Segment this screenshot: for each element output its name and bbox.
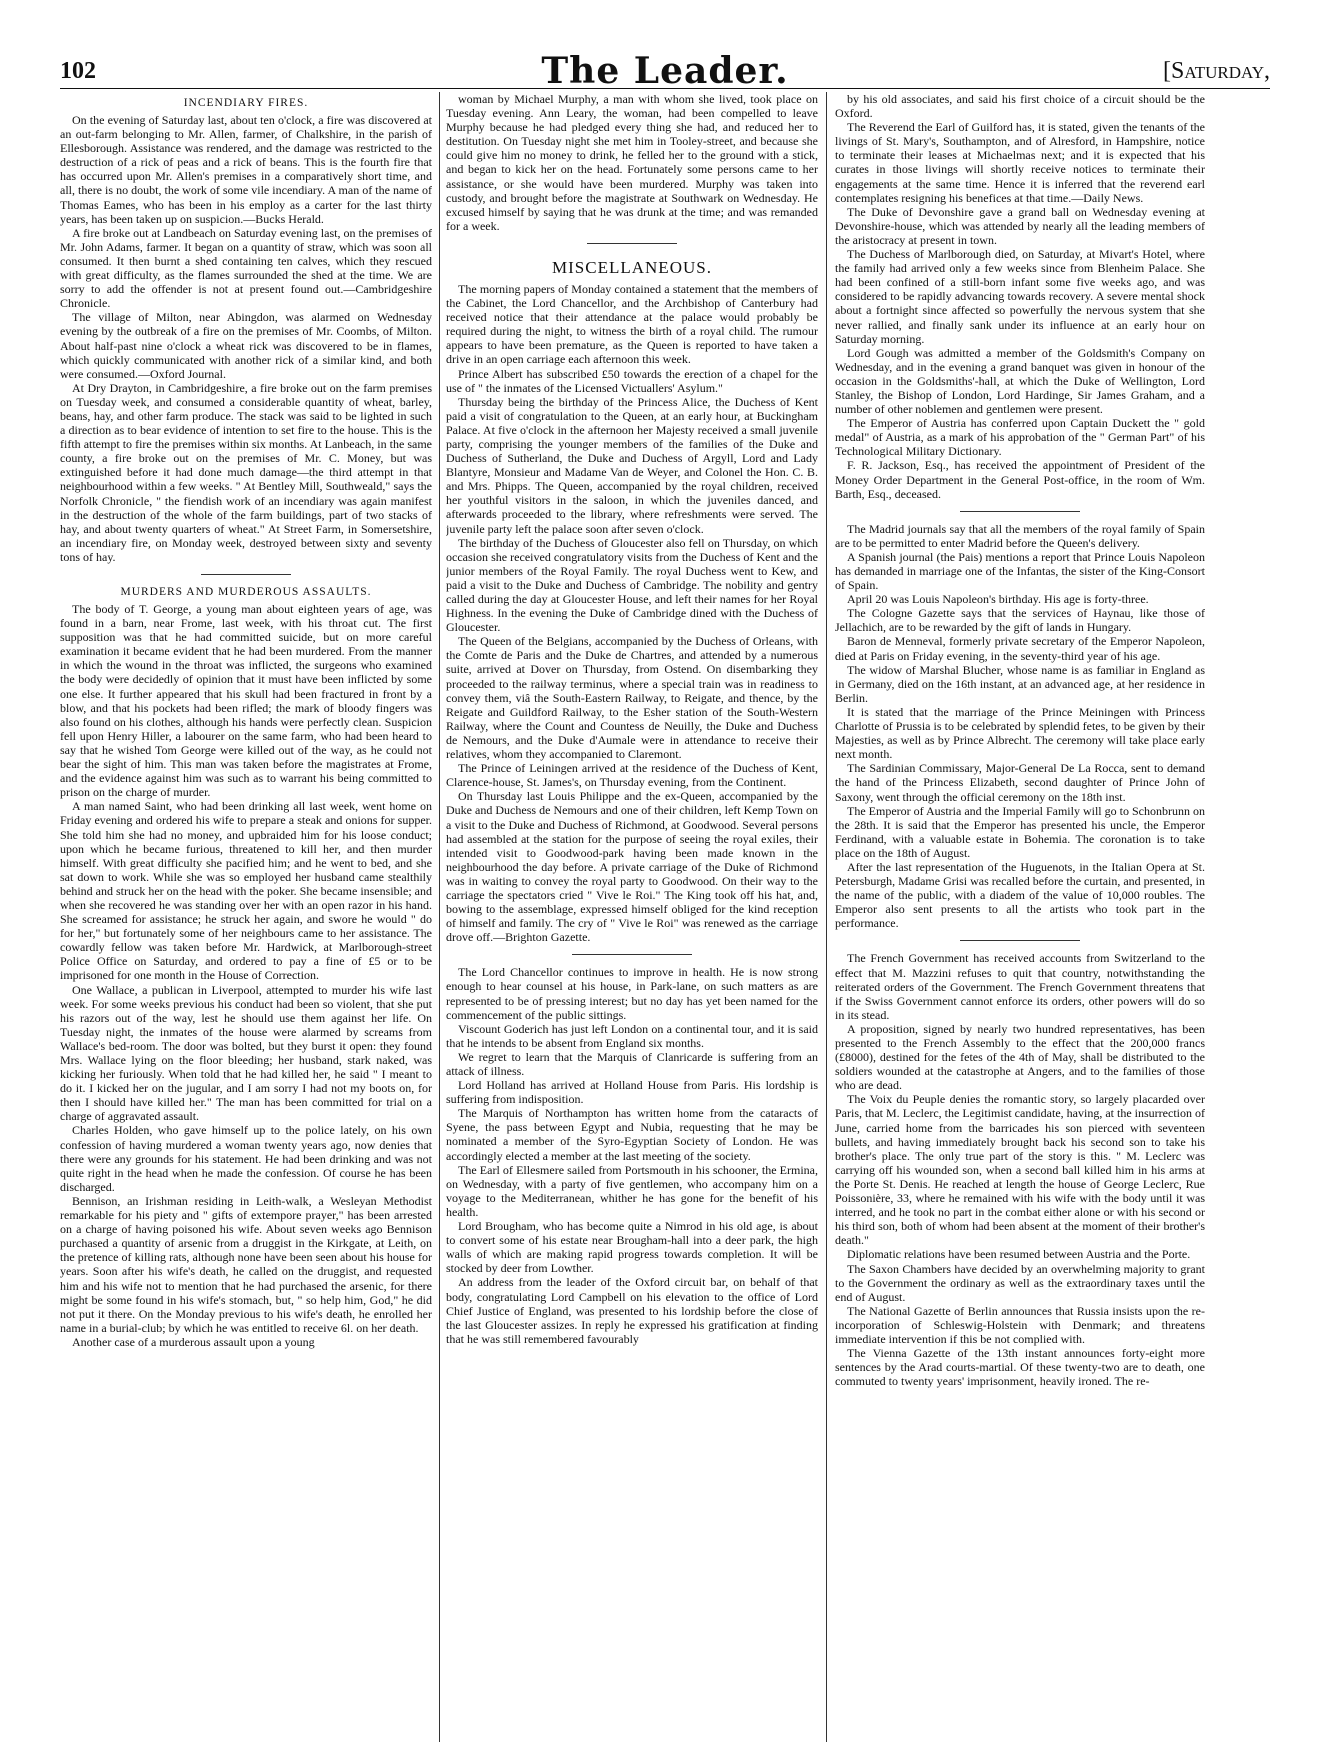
header-day: [Saturday,	[1162, 58, 1270, 84]
article-paragraph: woman by Michael Murphy, a man with whom she lived, took place on Tuesday evening. Ann Leary, the woman, had been compelled to leave Murphy because he had pledged every thing she had, and reduced her to destitution. On Tuesday night she met him in Tooley-street, and because she could give him no money to drink, he felled her to the ground with a stick, and began to kick her on the head. Fortunately some persons came to her assistance, or she would have been murdered. Murphy was taken into custody, and brought before the magistrate at Southwark on Wednesday. He excused himself by saying that he was drunk at the time; and was remanded for a week.	[446, 92, 818, 233]
article-paragraph: The National Gazette of Berlin announces that Russia insists upon the re-incorporation of Schleswig-Holstein with Denmark; and threatens immediate intervention if this be not complied with.	[835, 1303, 1205, 1346]
article-paragraph: The widow of Marshal Blucher, whose name is as familiar in England as in Germany, died on the 16th instant, at an advanced age, at her residence in Berlin.	[835, 662, 1205, 705]
column-divider	[439, 92, 440, 1742]
article-paragraph: The Cologne Gazette says that the services of Haynau, like those of Jellachich, are to be rewarded by the gift of lands in Hungary.	[835, 606, 1205, 635]
article-paragraph: F. R. Jackson, Esq., has received the appointment of President of the Money Order Department in the General Post-office, in the room of Wm. Barth, Esq., deceased.	[835, 458, 1205, 501]
article-paragraph: A proposition, signed by nearly two hundred representatives, has been presented to the French Assembly to the effect that the 200,000 francs (£8000), destined for the fetes of the 4th of May, shall be distributed to the soldiers wounded at the catastrophe at Angers, and to the families of those who are dead.	[835, 1021, 1205, 1093]
article-paragraph: The Queen of the Belgians, accompanied by the Duchess of Orleans, with the Comte de Paris and the Duke de Chartres, and attended by a numerous suite, arrived at Dover on Thursday, from Ostend. On disembarking they proceeded to the railway terminus, where a special train was in readiness to convey them, viâ the South-Eastern Railway, to Reigate, and thence, by the Reigate and Guildford Railway, to the Esher station of the South-Western Railway, where the Count and Countess de Neuilly, the Duke and Duchess de Nemours, and the Duke d'Aumale were in attendance to receive their relatives, whom they accompanied to Claremont.	[446, 634, 818, 762]
article-paragraph: The Emperor of Austria and the Imperial Family will go to Schonbrunn on the 28th. It is said that the Emperor has presented his uncle, the Emperor Ferdinand, with a valuable estate in Bohemia. The coronation is to take place on the 18th of August.	[835, 803, 1205, 860]
column-divider	[826, 92, 827, 1742]
article-paragraph: Lord Gough was admitted a member of the Goldsmith's Company on Wednesday, and in the evening a grand banquet was given in honour of the occasion in the Goldsmiths'-hall, at which the Duke of Wellington, Lord Stanley, the Bishop of London, Lord Hardinge, Sir James Graham, and a number of other noblemen and gentlemen were present.	[835, 345, 1205, 417]
article-paragraph: The Madrid journals say that all the members of the royal family of Spain are to be permitted to enter Madrid before the Queen's delivery.	[835, 521, 1205, 550]
column-2	[446, 92, 818, 1742]
section-continued	[446, 92, 818, 233]
article-paragraph: Charles Holden, who gave himself up to the police lately, on his own confession of having murdered a woman twenty years ago, now denies that there were any grounds for his statement. He had been drinking and was not quite right in the head when he made the confession. Of course he has been discharged.	[60, 1123, 432, 1194]
article-paragraph: Baron de Menneval, formerly private secretary of the Emperor Napoleon, died at Paris on Friday evening, in the seventy-third year of his age.	[835, 634, 1205, 663]
section-divider	[572, 954, 692, 955]
article-paragraph: The Duchess of Marlborough died, on Saturday, at Mivart's Hotel, where the family had arrived only a few weeks since from Blenheim Palace. She had been confined of a still-born infant some five weeks ago, and was considered to be rapidly advancing towards recovery. A severe mental shock about a fortnight since affected so powerfully the nervous system that she never rallied, and finally sank under its influence at an early hour on Saturday morning.	[835, 247, 1205, 346]
article-paragraph: The village of Milton, near Abingdon, was alarmed on Wednesday evening by the outbreak of a fire on the premises of Mr. Coombs, of Milton. About half-past nine o'clock a wheat rick was discovered to be in flames, which quickly communicated with another rick of a similar kind, and both were consumed.—Oxford Journal.	[60, 310, 432, 381]
article-paragraph: The French Government has received accounts from Switzerland to the effect that M. Mazzini refuses to quit that country, notwithstanding the reiterated orders of the Government. The French Government threatens that if the Swiss Government cannot enforce its orders, other powers will do so in its stead.	[835, 951, 1205, 1022]
article-paragraph: The morning papers of Monday contained a statement that the members of the Cabinet, the Lord Chancellor, and the Archbishop of Canterbury had received notice that their attendance at the palace would probably be required during the night, to witness the birth of a royal child. The rumour appears to have been premature, as the Queen is reported to have taken a drive in an open carriage each afternoon this week.	[446, 281, 818, 367]
article-paragraph: The Prince of Leiningen arrived at the residence of the Duchess of Kent, Clarence-house, St. James's, on Thursday evening, from the Continent.	[446, 761, 818, 790]
article-paragraph: A Spanish journal (the Pais) mentions a report that Prince Louis Napoleon has demanded in marriage one of the Infantas, the sister of the King-Consort of Spain.	[835, 549, 1205, 593]
article-paragraph: April 20 was Louis Napoleon's birthday. His age is forty-three.	[847, 592, 1149, 607]
article-paragraph: The Voix du Peuple denies the romantic story, so largely placarded over Paris, that M. Leclerc, the Legitimist candidate, having, at the insurrection of June, carried home from the barricades his son pierced with seventeen bullets, and having immediately brought back his second son to take his brother's place. The only true part of the story is this. " M. Leclerc was carrying off his wounded son, when a second ball killed him in his arms at the Porte St. Denis. He reached at length the house of George Leclerc, Rue Poissonière, 33, where he remained with his wife with the body until it was interred, and he took no part in the combat either alone or with his second or his third son, both of whom had been absent at the moment of their brother's death."	[835, 1092, 1205, 1248]
article-paragraph: One Wallace, a publican in Liverpool, attempted to murder his wife last week. For some weeks previous his conduct had been so violent, that she put his razors out of the way, lest he should use them against her life. On Tuesday night, the inmates of the house were alarmed by screams from Wallace's bed-room. The door was bolted, but they burst it open: they found Mrs. Wallace lying on the floor bleeding; her husband, stark naked, was kicking her furiously. When told that he had killed her, he said " I meant to do it. I kicked her on the jugular, and I am sorry I had not my boots on, for then I should have killed her." The man has been committed for trial on a charge of aggravated assault.	[60, 982, 432, 1124]
article-paragraph: The body of T. George, a young man about eighteen years of age, was found in a barn, near Frome, last week, with his throat cut. The first supposition was that he had committed suicide, but on more careful examination it became evident that he had been murdered. From the manner in which the wound in the throat was inflicted, the surgeons who examined the body were decidedly of opinion that it must have been inflicted by some one else. It further appeared that his skull had been fractured in front by a blow, and that his pockets had been rifled; the mark of bloody fingers was also found on his clothes, although his hands were perfectly clean. Suspicion fell upon Henry Hiller, a labourer on the same farm, who had been heard to say that he wished Tom George were killed out of the way, as he could not bear the sight of him. This man was taken before the magistrates at Frome, and the evidence against him was such as to warrant his being committed to prison on the charge of murder.	[60, 602, 432, 800]
article-paragraph: An address from the leader of the Oxford circuit bar, on behalf of that body, congratulating Lord Campbell on his elevation to the office of Lord Chief Justice of England, was presented to his lordship before the close of the last Gloucester assizes. In reply he expressed his gratification at finding that he was still remembered favourably	[446, 1275, 818, 1346]
article-paragraph: The Sardinian Commissary, Major-General De La Rocca, sent to demand the hand of the Princess Elizabeth, second daughter of Prince John of Saxony, went through the official ceremony on the 18th inst.	[835, 761, 1205, 804]
section-miscellaneous	[446, 282, 818, 944]
article-paragraph: Viscount Goderich has just left London on a continental tour, and it is said that he intends to be absent from England six months.	[446, 1021, 818, 1050]
section-divider	[201, 574, 291, 575]
article-paragraph: Lord Holland has arrived at Holland House from Paris. His lordship is suffering from indisposition.	[446, 1078, 818, 1107]
article-paragraph: We regret to learn that the Marquis of Clanricarde is suffering from an attack of illness.	[446, 1049, 818, 1078]
article-paragraph: On the evening of Saturday last, about ten o'clock, a fire was discovered at an out-farm belonging to Mr. Allen, farmer, of Chalkshire, in the parish of Ellesborough. Assistance was rendered, and the damage was restricted to the destruction of a rick of peas and a rick of beans. This is the fourth fire that has occurred upon Mr. Allen's premises in a comparatively short time, and all, there is no doubt, the work of some vile incendiary. A man of the name of Thomas Eames, who has been in his employ as a carter for the last thirty years, has been taken up on suspicion.—Bucks Herald.	[60, 113, 432, 226]
article-paragraph: A fire broke out at Landbeach on Saturday evening last, on the premises of Mr. John Adams, farmer. It began on a quantity of straw, which was soon all consumed. It then burnt a shed containing ten calves, which they rescued with great difficulty, as the flames surrounded the shed at the time. We are sorry to add the offender is not at present found out.—Cambridgeshire Chronicle.	[60, 225, 432, 311]
section-divider	[960, 511, 1080, 512]
section-murders	[60, 602, 432, 1349]
article-paragraph: The Duke of Devonshire gave a grand ball on Wednesday evening at Devonshire-house, which was attended by nearly all the leading members of the aristocracy at present in town.	[835, 204, 1205, 247]
article-paragraph: The Saxon Chambers have decided by an overwhelming majority to grant to the Government the ordinary as well as the extraordinary taxes until the end of August.	[835, 1261, 1205, 1304]
article-paragraph: The Lord Chancellor continues to improve in health. He is now strong enough to hear counsel at his house, in Park-lane, on such matters as are represented to be of pressing interest; but no day has yet been named for the commencement of the public sittings.	[446, 965, 818, 1022]
article-paragraph: Thursday being the birthday of the Princess Alice, the Duchess of Kent paid a visit of congratulation to the Queen, at an early hour, at Buckingham Palace. At five o'clock in the afternoon her Majesty received a small juvenile party, comprising the younger members of the families of the Duke and Duchess of Sutherland, the Duke and Duchess of Argyll, Lord and Lady Blantyre, Monsieur and Madame Van de Weyer, and Colonel the Hon. C. B. and Mrs. Phipps. The Queen, accompanied by the royal children, received her youthful visitors in the saloon, in which the juveniles danced, and afterwards proceeded to the library, where refreshments were served. The juvenile party left the palace soon after seven o'clock.	[446, 394, 818, 536]
article-paragraph: At Dry Drayton, in Cambridgeshire, a fire broke out on the farm premises on Tuesday week, and consumed a considerable quantity of wheat, barley, beans, hay, and other farm produce. The stack was said to be lighted in such a direction as to bear evidence of intention to set fire to the house. This is the fifth attempt to fire the premises within six months. At Lanbeach, in the same county, a fire broke out on the premises of Mr. C. Money, but was extinguished before it had done much damage—the third attempt in that neighbourhood within a few weeks. " At Bentley Mill, Southweald," says the Norfolk Chronicle, " the fiendish work of an incendiary was again manifest in the destruction of the whole of the farm buildings, part of two stacks of hay, and about twenty quarters of wheat." At Street Farm, in Somersetshire, an incendiary fire, on Monday week, destroyed between sixty and seventy tons of hay.	[60, 380, 432, 564]
section-title-murders: MURDERS AND MURDEROUS ASSAULTS.	[120, 586, 372, 598]
column-1	[60, 92, 432, 1742]
article-paragraph: Another case of a murderous assault upon a young	[72, 1334, 315, 1349]
article-paragraph: The birthday of the Duchess of Gloucester also fell on Thursday, on which occasion she received congratulatory visits from the Duchess of Kent and the junior members of the Royal Family. The royal Duchess went to Kew, and paid a visit to the Duke and Duchess of Cambridge. The nobility and gentry called during the day at Gloucester House, and left their names for her Royal Highness. In the evening the Duke of Cambridge dined with the Duchess of Gloucester.	[446, 535, 818, 635]
article-paragraph: After the last representation of the Huguenots, in the Italian Opera at St. Petersburgh, Madame Grisi was recalled before the curtain, and presented, in the name of the public, with a diadem of the value of 10,000 roubles. The Emperor also sent presents to all the artists who took part in the performance.	[835, 859, 1205, 931]
article-paragraph: by his old associates, and said his first choice of a circuit should be the Oxford.	[835, 92, 1205, 121]
article-paragraph: Lord Brougham, who has become quite a Nimrod in his old age, is about to convert some of his estate near Brougham-hall into a deer park, the high walls of which are making rapid progress towards completion. It will be stocked by deer from Lowther.	[446, 1219, 818, 1276]
article-paragraph: The Earl of Ellesmere sailed from Portsmouth in his schooner, the Ermina, on Wednesday, with a party of five gentlemen, who accompany him on a voyage to the Mediterranean, whither he has gone for the benefit of his health.	[446, 1162, 818, 1219]
column-3	[835, 92, 1205, 1742]
section-foreign-news	[835, 522, 1205, 931]
article-paragraph: It is stated that the marriage of the Prince Meiningen with Princess Charlotte of Prussia is to be celebrated by splendid fetes, to be given by their Majesties, as well as by Prince Albrecht. The ceremony will take place early next month.	[835, 704, 1205, 762]
article-paragraph: On Thursday last Louis Philippe and the ex-Queen, accompanied by the Duke and Duchess de Nemours and one of their children, left Kemp Town on a visit to the Duke and Duchess of Richmond, at Goodwood. Several persons had assembled at the station for the purpose of seeing the royal exiles, their intended visit to Goodwood-park having been made known in the neighbourhood the day before. A private carriage of the Duke of Richmond was in waiting to convey the royal party to Goodwood. On their way to the carriage the spectators cried " Vive le Roi." The King took off his hat, and, bowing to the assemblage, expressed himself obliged for the kind reception of himself and family. The cry of " Vive le Roi" was renewed as the carriage drove off.—Brighton Gazette.	[446, 789, 818, 945]
article-paragraph: The Vienna Gazette of the 13th instant announces forty-eight more sentences by the Arad courts-martial. Of these twenty-two are to death, one commuted to twenty years' imprisonment, heavily ironed. The re-	[835, 1346, 1205, 1389]
section-french-news	[835, 951, 1205, 1388]
article-paragraph: The Reverend the Earl of Guilford has, it is stated, given the tenants of the livings of St. Mary's, Southampton, and of Alresford, in Hampshire, notice to terminate their leases at Michaelmas next; and it is expected that his curates in those livings will shortly receive notices to terminate their engagements at the same time. Hence it is inferred that the reverend earl contemplates resigning his benefices at that time.—Daily News.	[835, 120, 1205, 205]
article-paragraph: Bennison, an Irishman residing in Leith-walk, a Wesleyan Methodist remarkable for his piety and " gifts of extempore prayer," has been arrested on a charge of having poisoned his wife. About seven weeks ago Bennison purchased a quantity of arsenic from a druggist in the Kirkgate, at Leith, on the pretence of killing rats, although none have been seen about his house for years. Soon after his wife's death, he called on the druggist, and requested him and his wife not to mention that he had purchased the arsenic, for there might be some found in his wife's stomach, but, " so help him, God," he did not put it there. On the Monday previous to his wife's death, he enrolled her name in a burial-club; by which he was entitled to receive 6l. on her death.	[60, 1193, 432, 1335]
section-miscellaneous-2	[446, 965, 818, 1346]
section-divider	[960, 940, 1080, 941]
article-paragraph: Prince Albert has subscribed £50 towards the erection of a chapel for the use of " the inmates of the Licensed Victuallers' Asylum."	[446, 366, 818, 395]
article-paragraph: The Marquis of Northampton has written home from the cataracts of Syene, the pass between Egypt and Nubia, requesting that he may be nominated a member of the Syro-Egyptian Society of London. He was accordingly elected a member at the last meeting of the society.	[446, 1106, 818, 1163]
article-paragraph: Diplomatic relations have been resumed between Austria and the Porte.	[847, 1247, 1191, 1262]
masthead-title: The Leader.	[541, 50, 789, 92]
article-paragraph: A man named Saint, who had been drinking all last week, went home on Friday evening and ordered his wife to prepare a steak and onions for supper. She told him she had no money, and upbraided him for his loose conduct; upon which he became furious, threatened to kill her, and then murder himself. With great difficulty she pacified him; and he went to bed, and she sat down to work. While she was so employed her husband came stealthily behind and struck her on the head with the poker. She became insensible; and when she recovered he was standing over her with an open razor in his hand. She screamed for assistance; he struck her again, and swore he would " do for her," but fortunately some of her neighbours came to her assistance. The cowardly fellow was taken before Mr. Hardwick, at Marlborough-street Police Office on Saturday, and ordered to pay a fine of £5 or to be imprisoned for one month in the House of Correction.	[60, 799, 432, 983]
article-paragraph: The Emperor of Austria has conferred upon Captain Duckett the " gold medal" of Austria, as a mark of his approbation of the " German Part" of his Technological Military Dictionary.	[835, 416, 1205, 459]
section-incendiary-fires	[60, 113, 432, 564]
section-title-miscellaneous: MISCELLANEOUS.	[552, 257, 712, 277]
section-title-incendiary-fires: INCENDIARY FIRES.	[183, 97, 309, 109]
section-home-news	[835, 92, 1205, 501]
section-divider	[587, 243, 677, 244]
page-number: 102	[60, 58, 96, 84]
header-rule	[60, 88, 1270, 89]
